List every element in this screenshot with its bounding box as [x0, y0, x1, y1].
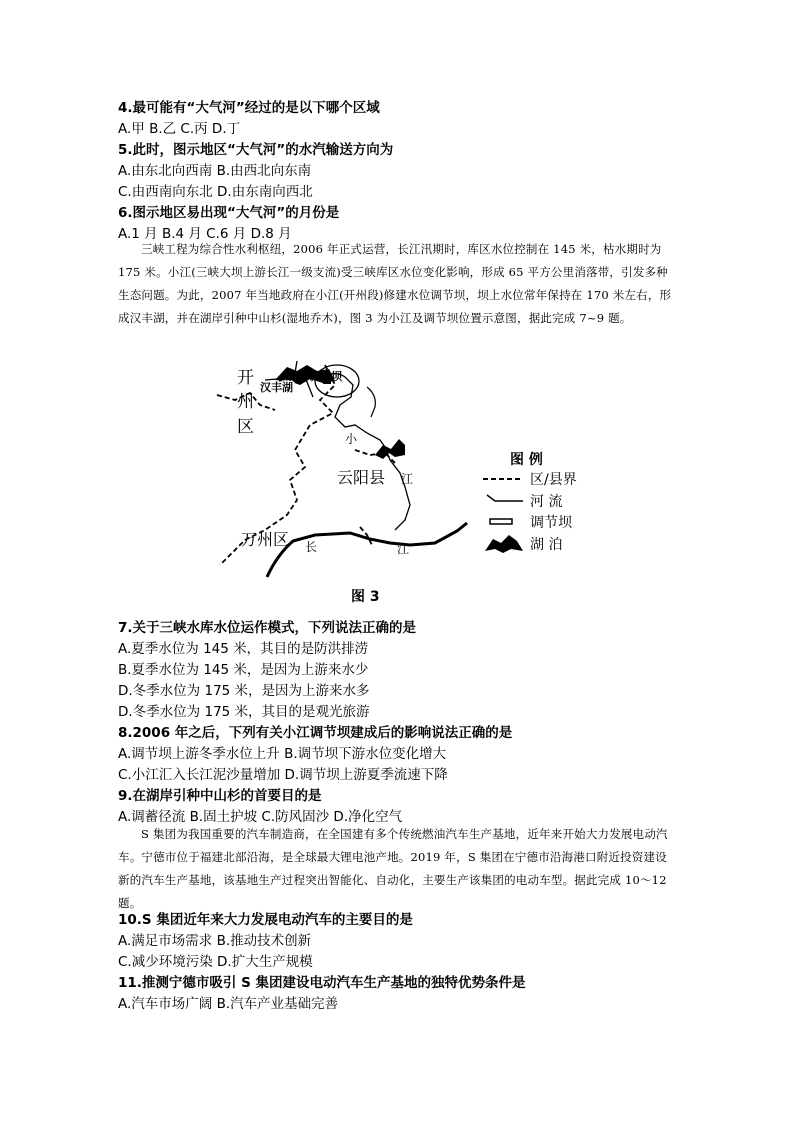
- q5-options-1: A.由东北向西南 B.由西北向东南: [118, 163, 312, 179]
- q8-stem: 8.2006 年之后，下列有关小江调节坝建成后的影响说法正确的是: [118, 725, 513, 741]
- legend-boundary-label: 区/县界: [530, 472, 577, 488]
- legend-dam-label: 调节坝: [530, 515, 572, 531]
- q10-options-2: C.减少环境污染 D.扩大生产规模: [118, 954, 313, 970]
- q6-options: A.1 月 B.4 月 C.6 月 D.8 月: [118, 226, 292, 242]
- label-wanzhou: 万州区: [241, 530, 290, 549]
- q9-stem: 9.在湖岸引种中山杉的首要目的是: [118, 788, 322, 804]
- q4-stem: 4.最可能有“大气河”经过的是以下哪个区域: [118, 100, 380, 116]
- label-kaizhou-2: 州: [237, 392, 254, 412]
- q8-options-2: C.小江汇入长江泥沙量增加 D.调节坝上游夏季流速下降: [118, 767, 448, 783]
- label-yunyang: 云阳县: [337, 468, 386, 487]
- q8-options-1: A.调节坝上游冬季水位上升 B.调节坝下游水位变化增大: [118, 746, 447, 762]
- figure-caption: 图 3: [351, 589, 380, 605]
- map-legend: [483, 451, 577, 553]
- figure-3-map: [205, 355, 595, 605]
- q11-stem: 11.推测宁德市吸引 S 集团建设电动汽车生产基地的独特优势条件是: [118, 975, 526, 991]
- q5-options-2: C.由西南向东北 D.由东南向西北: [118, 184, 313, 200]
- lake: [375, 439, 405, 459]
- legend-river-symbol: [487, 495, 523, 501]
- legend-river-label: 河 流: [530, 494, 563, 510]
- legend-lake-label: 湖 泊: [530, 537, 563, 553]
- q9-options: A.调蓄径流 B.固土护坡 C.防风固沙 D.净化空气: [118, 809, 403, 825]
- q4-options: A.甲 B.乙 C.丙 D.丁: [118, 121, 241, 137]
- legend-dam-symbol: [490, 519, 512, 524]
- q7-option-d: D.冬季水位为 175 米，其目的是观光旅游: [118, 704, 370, 720]
- passage-three-gorges-text: 三峡工程为综合性水利枢纽，2006 年正式运营，长江汛期时，库区水位控制在 145 米，枯水期时为 175 米。小江(三峡大坝上游长江一级支流)受三峡库区水位变化影响，形成 65 平方公里消落带，引发多种生态问题。为此，2007 年当地政府在小江(开州段)修建水位调节坝，坝上水位常年保持在 170 米左右，形成汉丰湖，并在湖岸引种中山杉(湿地乔木)，图 3 为小江及调节坝位置示意图，据此完成 7~9 题。: [118, 242, 672, 325]
- passage-s-group-text: S 集团为我国重要的汽车制造商，在全国建有多个传统燃油汽车生产基地，近年来开始大力发展电动汽车。宁德市位于福建北部沿海，是全球最大锂电池产地。2019 年，S 集团在宁德市沿海港口附近投资建设新的汽车生产基地，该基地生产过程突出智能化、自动化，主要生产该集团的电动车型。据此完成 10～12 题。: [118, 827, 668, 910]
- q7-option-c: D.冬季水位为 175 米，是因为上游来水多: [118, 683, 370, 699]
- q10-stem: 10.S 集团近年来大力发展电动汽车的主要目的是: [118, 912, 413, 928]
- label-chang: 长: [305, 540, 318, 554]
- tributary: [367, 387, 375, 417]
- passage-s-group: [118, 823, 678, 915]
- label-kaizhou-1: 开: [237, 368, 254, 388]
- q7-option-a: A.夏季水位为 145 米，其目的是防洪排涝: [118, 641, 369, 657]
- passage-three-gorges: [118, 238, 678, 330]
- q6-stem: 6.图示地区易出现“大气河”的月份是: [118, 205, 340, 221]
- q7-stem: 7.关于三峡水库水位运作模式，下列说法正确的是: [118, 620, 417, 636]
- q5-stem: 5.此时，图示地区“大气河”的水汽输送方向为: [118, 142, 394, 158]
- label-chang-jiang: 江: [397, 542, 410, 556]
- label-hanfeng-lake: 汉丰湖: [260, 381, 293, 394]
- label-xiao-jiang: 江: [401, 472, 414, 486]
- legend-title: 图 例: [510, 452, 543, 468]
- yangtze-river: [267, 523, 467, 577]
- label-xiao: 小: [345, 432, 358, 446]
- q11-options-1: A.汽车市场广阔 B.汽车产业基础完善: [118, 996, 339, 1012]
- q7-option-b: B.夏季水位为 145 米，是因为上游来水少: [118, 662, 369, 678]
- label-kaizhou-3: 区: [237, 417, 254, 437]
- q10-options-1: A.满足市场需求 B.推动技术创新: [118, 933, 312, 949]
- legend-lake-symbol: [485, 535, 523, 553]
- label-dam: 调节坝: [309, 370, 342, 383]
